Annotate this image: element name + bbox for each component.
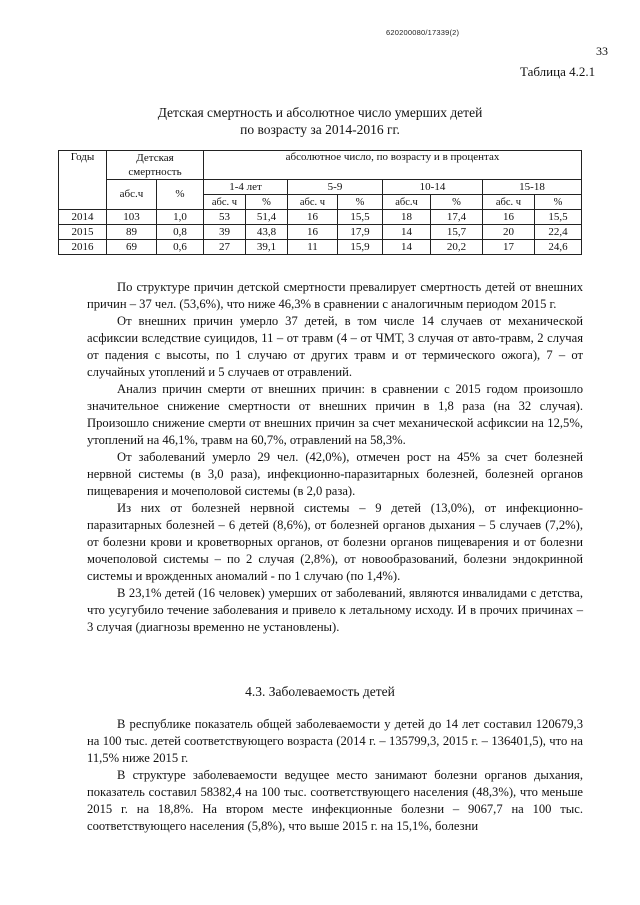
paragraph: По структуре причин детской смертности превалирует смертность детей от внешних причин – 37 чел. (53,6%), что ниже 46,3% в сравнении с аналогичным периодом 2015 г. [87,280,583,311]
cell-abs-15-18: 16 [483,210,535,225]
cell-pct-1-4: 51,4 [246,210,288,225]
body-section-2 [87,716,583,835]
header-abs: абс.ч [107,180,157,210]
cell-abs-5-9: 16 [288,225,338,240]
header-age-10-14: 10-14 [383,180,483,195]
cell-pct-5-9: 15,9 [338,240,383,255]
cell-abs-15-18: 20 [483,225,535,240]
cell-pct-15-18: 22,4 [535,225,582,240]
cell-abs-5-9: 11 [288,240,338,255]
cell-pct-5-9: 15,5 [338,210,383,225]
cell-pct-5-9: 17,9 [338,225,383,240]
header-pct: % [157,180,204,210]
cell-abs: 103 [107,210,157,225]
table-header-row-1 [59,151,582,180]
mortality-table [58,150,582,255]
subheader-abs: абс.ч [383,195,431,210]
table-title [0,104,640,138]
cell-abs-1-4: 39 [204,225,246,240]
subheader-abs: абс. ч [288,195,338,210]
cell-pct-1-4: 43,8 [246,225,288,240]
header-years: Годы [59,151,107,210]
subheader-pct: % [535,195,582,210]
cell-year: 2014 [59,210,107,225]
table-row [59,240,582,255]
subheader-pct: % [246,195,288,210]
header-child-mortality: Детская смертность [107,151,204,180]
header-age-5-9: 5-9 [288,180,383,195]
paragraph: От заболеваний умерло 29 чел. (42,0%), отмечен рост на 45% за счет болезней нервной системы (в 3,0 раза), инфекционно-паразитарных болезней, болезней органов пищеварения и мочеполовой системы (в 2,0 раза). [87,450,583,498]
paragraph: В 23,1% детей (16 человек) умерших от заболеваний, являются инвалидами с детства, что усугубило течение заболевания и привело к летальному исходу. И в прочих причинах – 3 случая (диагнозы временно не установлены). [87,586,583,634]
table-label: Таблица 4.2.1 [520,64,596,79]
cell-abs-15-18: 17 [483,240,535,255]
cell-pct-10-14: 17,4 [431,210,483,225]
cell-pct-15-18: 15,5 [535,210,582,225]
paragraph: В структуре заболеваемости ведущее место занимают болезни органов дыхания, показатель составил 58382,4 на 100 тыс. соответствующего населения (48,3%), что меньше 2015 г. на 18,8%. На втором месте инфекционные болезни – 9067,7 на 100 тыс. соответствующего населения (5,8%), что выше 2015 г. на 15,1%, болезни [87,768,583,833]
cell-abs-1-4: 53 [204,210,246,225]
table-title-line-2: по возрасту за 2014-2016 гг. [240,122,400,137]
cell-abs-1-4: 27 [204,240,246,255]
cell-pct: 0,6 [157,240,204,255]
table-title-line-1: Детская смертность и абсолютное число умерших детей [157,105,483,120]
body-section-1 [87,279,583,636]
header-age-15-18: 15-18 [483,180,582,195]
cell-abs: 89 [107,225,157,240]
section-heading: 4.3. Заболеваемость детей [245,684,395,699]
subheader-abs: абс. ч [483,195,535,210]
paragraph: Из них от болезней нервной системы – 9 детей (13,0%), от инфекционно-паразитарных болезней – 6 детей (8,6%), от болезней органов дыхания – 5 случаев (7,2%), от болезни крови и кроветворных органов, от болезни органов пищеварения и от болезни мочеполовой системы – по 2 случая (2,8%), от новообразований, болезни эндокринной системы и врожденных аномалий - по 1 случаю (по 1,4%). [87,501,583,583]
subheader-pct: % [338,195,383,210]
header-absolute: абсолютное число, по возрасту и в процентах [204,151,582,180]
cell-abs-10-14: 14 [383,225,431,240]
cell-abs-10-14: 14 [383,240,431,255]
paragraph: Анализ причин смерти от внешних причин: в сравнении с 2015 годом произошло значительное снижение смертности от внешних причин в 1,8 раза (на 32 случая). Произошло снижение смерти от внешних причин за счет механической асфиксии на 12,5%, утоплений на 46,1%, травм на 60,7%, отравлений на 58,3%. [87,382,583,447]
cell-year: 2015 [59,225,107,240]
subheader-abs: абс. ч [204,195,246,210]
cell-abs-5-9: 16 [288,210,338,225]
paragraph: От внешних причин умерло 37 детей, в том числе 14 случаев от механической асфиксии вследствие суицидов, 11 – от травм (4 – от ЧМТ, 3 случая от авто-травм, 2 случая от падения с высоты, по 1 случаю от других травм и от термического ожога), 7 – от случайных утоплений и 5 случаев от отравлений. [87,314,583,379]
table-header-row-2 [59,180,582,195]
cell-pct-15-18: 24,6 [535,240,582,255]
header-age-1-4: 1-4 лет [204,180,288,195]
table-row [59,225,582,240]
cell-pct-1-4: 39,1 [246,240,288,255]
cell-year: 2016 [59,240,107,255]
cell-pct: 1,0 [157,210,204,225]
cell-pct-10-14: 15,7 [431,225,483,240]
table-row [59,210,582,225]
subheader-pct: % [431,195,483,210]
cell-pct-10-14: 20,2 [431,240,483,255]
paragraph: В республике показатель общей заболеваемости у детей до 14 лет составил 120679,3 на 100 тыс. детей соответствующего возраста (2014 г. – 135799,3, 2015 г. – 136401,5), что на 11,5% ниже 2015 г. [87,717,583,765]
cell-abs-10-14: 18 [383,210,431,225]
document-id: 620200080/17339(2) [386,28,460,37]
cell-abs: 69 [107,240,157,255]
cell-pct: 0,8 [157,225,204,240]
page-number: 33 [596,44,608,58]
